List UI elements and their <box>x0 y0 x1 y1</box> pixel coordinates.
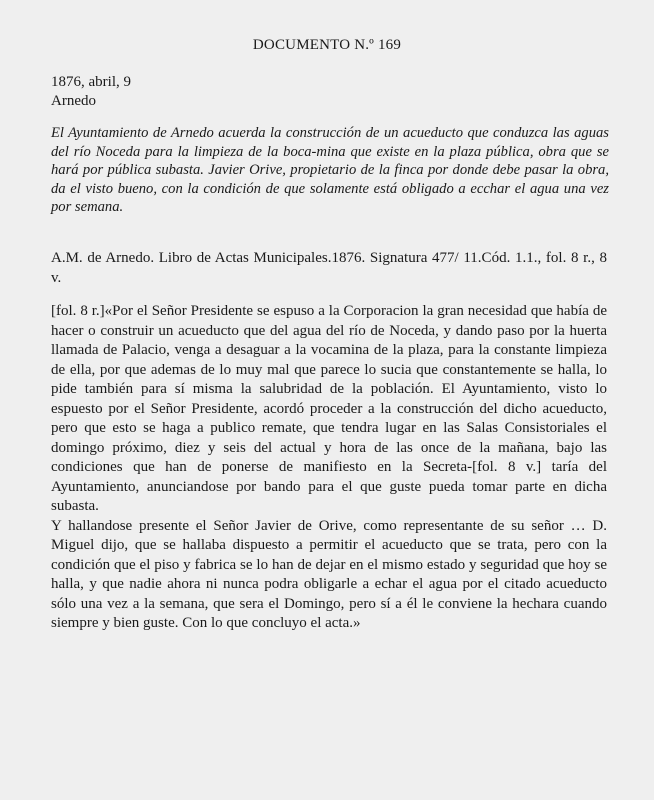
archival-source: A.M. de Arnedo. Libro de Actas Municipales.1876. Signatura 477/ 11.Cód. 1.1., fol. 8 r., 8 v. <box>51 250 607 286</box>
transcription-paragraph-2: Y hallandose presente el Señor Javier de Orive, como representante de su señor … D. Miguel dijo, que se hallaba dispuesto a permitir el acueducto que se trata, pero con la condición que el piso y fabrica se lo han de dejar en el mismo estado y seguridad que hoy se halla, y que nadie ahora ni nunca podra obligarle a echar el agua por el citado acueducto sólo una vez a la semana, que sera el Domingo, pero sí a él le conviene la hechara cuando siempre y bien guste. Con lo que concluyo el acta.» <box>51 517 607 631</box>
transcription-body <box>51 302 607 634</box>
document-summary: El Ayuntamiento de Arnedo acuerda la construcción de un acueducto que conduzca las aguas del río Noceda para la limpieza de la boca-mina que existe en la plaza pública, obra que se hará por pública subasta. Javier Orive, propietario de la finca por donde debe pasar la obra, da el visto bueno, con la condición de que solamente está obligado a ecchar el agua una vez por semana. <box>51 125 609 216</box>
document-date: 1876, abril, 9 <box>51 74 131 90</box>
document-place: Arnedo <box>51 93 96 109</box>
date-place-block <box>51 73 131 111</box>
transcription-paragraph-1: [fol. 8 r.]«Por el Señor Presidente se espuso a la Corporacion la gran necesidad que había de hacer o construir un acueducto que del agua del río de Noceda, y dando paso por la huerta llamada de Palacio, venga a desaguar a la vocamina de la plaza, para la constante limpieza de ella, por que ademas de lo muy mal que parece lo sucia que constantemente se halla, lo pide también para sí misma la salubridad de la población. El Ayuntamiento, visto lo espuesto por el Señor Presidente, acordó proceder a la construcción del dicho acueducto, pero que esto se haga a publico remate, que tendra lugar en las Salas Consistoriales el domingo próximo, diez y seis del actual y hora de las once de la mañana, bajo las condiciones que han de ponerse de manifiesto en la Secreta-[fol. 8 v.] taría del Ayuntamiento, anunciandose por bando para el que guste pueda tomar parte en dicha subasta. <box>51 303 607 514</box>
document-title: DOCUMENTO N.º 169 <box>252 37 402 53</box>
